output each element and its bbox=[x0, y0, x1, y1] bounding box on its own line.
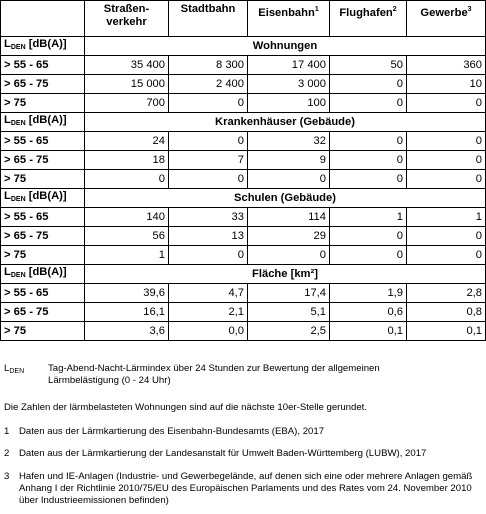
table-row bbox=[1, 284, 486, 303]
table-row bbox=[1, 208, 486, 227]
unit-label-sub: DEN bbox=[10, 120, 26, 127]
table-cell: 15 000 bbox=[85, 75, 169, 94]
table-row bbox=[1, 151, 486, 170]
section-title: Schulen (Gebäude) bbox=[85, 189, 486, 208]
table-cell: 1 bbox=[407, 208, 486, 227]
table-cell: 2 400 bbox=[169, 75, 248, 94]
table-cell: 0,0 bbox=[169, 322, 248, 341]
table-cell: 0 bbox=[407, 227, 486, 246]
unit-label-unit: [dB(A)] bbox=[25, 38, 67, 50]
column-header bbox=[248, 1, 330, 37]
footnote-marker: 1 bbox=[314, 6, 319, 13]
table-cell: 0,8 bbox=[407, 303, 486, 322]
row-label: > 55 - 65 bbox=[1, 284, 85, 303]
section-header-row bbox=[1, 113, 486, 132]
unit-label-unit: [dB(A)] bbox=[25, 190, 67, 202]
footnote-marker: 3 bbox=[467, 6, 472, 13]
footnote-number: 1 bbox=[4, 426, 10, 437]
footnote-text: Daten aus der Lärmkartierung der Landesanstalt für Umwelt Baden-Württemberg (LUBW), 2017 bbox=[19, 448, 427, 459]
table-cell: 0,6 bbox=[330, 303, 407, 322]
table-cell: 0 bbox=[85, 170, 169, 189]
unit-label-main: L bbox=[4, 38, 11, 50]
lden-key-sub: DEN bbox=[9, 368, 25, 375]
unit-label-main: L bbox=[4, 114, 11, 126]
unit-label-sub: DEN bbox=[10, 272, 26, 279]
table-row bbox=[1, 75, 486, 94]
table-cell: 24 bbox=[85, 132, 169, 151]
table-row bbox=[1, 132, 486, 151]
table-cell: 0 bbox=[407, 246, 486, 265]
table-cell: 9 bbox=[248, 151, 330, 170]
table-cell: 0 bbox=[169, 132, 248, 151]
table-cell: 33 bbox=[169, 208, 248, 227]
column-header bbox=[407, 1, 486, 37]
column-header-label: Gewerbe bbox=[420, 7, 468, 19]
table-cell: 7 bbox=[169, 151, 248, 170]
table-cell: 0 bbox=[330, 132, 407, 151]
column-header-label: Stadtbahn bbox=[180, 3, 236, 15]
table-row bbox=[1, 56, 486, 75]
section-header-row bbox=[1, 189, 486, 208]
row-label: > 65 - 75 bbox=[1, 75, 85, 94]
section-header-row bbox=[1, 265, 486, 284]
table-cell: 140 bbox=[85, 208, 169, 227]
table-cell: 0 bbox=[330, 75, 407, 94]
table-cell: 0 bbox=[407, 132, 486, 151]
table-cell: 4,7 bbox=[169, 284, 248, 303]
table-cell: 360 bbox=[407, 56, 486, 75]
table-cell: 700 bbox=[85, 94, 169, 113]
unit-label-main: L bbox=[4, 266, 11, 278]
table-cell: 0 bbox=[330, 94, 407, 113]
footnote-marker: 2 bbox=[392, 6, 397, 13]
table-row bbox=[1, 170, 486, 189]
table-cell: 2,8 bbox=[407, 284, 486, 303]
table-cell: 0,1 bbox=[407, 322, 486, 341]
table-cell: 100 bbox=[248, 94, 330, 113]
table-row bbox=[1, 227, 486, 246]
table-body bbox=[1, 1, 486, 341]
table-cell: 0 bbox=[169, 246, 248, 265]
row-label: > 75 bbox=[1, 94, 85, 113]
row-label: > 75 bbox=[1, 246, 85, 265]
table-row bbox=[1, 246, 486, 265]
table-cell: 0 bbox=[407, 151, 486, 170]
table-cell: 50 bbox=[330, 56, 407, 75]
table-cell: 39,6 bbox=[85, 284, 169, 303]
unit-label-unit: [dB(A)] bbox=[25, 266, 67, 278]
table-cell: 56 bbox=[85, 227, 169, 246]
table-cell: 0 bbox=[169, 94, 248, 113]
lden-text: Tag-Abend-Nacht-Lärmindex über 24 Stunden zur Bewertung der allgemeinen Lärmbelästigung (0 - 24 Uhr) bbox=[48, 363, 380, 386]
row-label: > 55 - 65 bbox=[1, 208, 85, 227]
row-label: > 65 - 75 bbox=[1, 303, 85, 322]
column-header-label: Eisenbahn bbox=[258, 7, 315, 19]
rounding-note: Die Zahlen der lärmbelasteten Wohnungen sind auf die nächste 10er-Stelle gerundet. bbox=[4, 402, 368, 413]
table-cell: 3 000 bbox=[248, 75, 330, 94]
table-cell: 18 bbox=[85, 151, 169, 170]
row-label: > 75 bbox=[1, 170, 85, 189]
header-row bbox=[1, 1, 486, 37]
row-label: > 65 - 75 bbox=[1, 151, 85, 170]
column-header-label: Flughafen bbox=[339, 7, 393, 19]
table-cell: 35 400 bbox=[85, 56, 169, 75]
unit-label bbox=[1, 189, 85, 208]
footnote-text: Daten aus der Lärmkartierung des Eisenbahn-Bundesamts (EBA), 2017 bbox=[19, 426, 325, 437]
table-cell: 17 400 bbox=[248, 56, 330, 75]
unit-label-unit: [dB(A)] bbox=[25, 114, 67, 126]
section-title: Wohnungen bbox=[85, 37, 486, 56]
table-cell: 1 bbox=[85, 246, 169, 265]
table-cell: 0 bbox=[330, 246, 407, 265]
table-cell: 0 bbox=[248, 170, 330, 189]
table-cell: 2,5 bbox=[248, 322, 330, 341]
table-cell: 8 300 bbox=[169, 56, 248, 75]
lden-key bbox=[4, 363, 24, 378]
row-label: > 55 - 65 bbox=[1, 56, 85, 75]
column-header bbox=[85, 1, 169, 37]
table-cell: 2,1 bbox=[169, 303, 248, 322]
table-cell: 0 bbox=[330, 227, 407, 246]
lden-key-main: L bbox=[4, 363, 10, 374]
unit-label-sub: DEN bbox=[10, 44, 26, 51]
section-title: Krankenhäuser (Gebäude) bbox=[85, 113, 486, 132]
row-label: > 55 - 65 bbox=[1, 132, 85, 151]
table-row bbox=[1, 303, 486, 322]
section-header-row bbox=[1, 37, 486, 56]
table-cell: 0 bbox=[248, 246, 330, 265]
table-row bbox=[1, 94, 486, 113]
unit-label-sub: DEN bbox=[10, 196, 26, 203]
unit-label bbox=[1, 113, 85, 132]
table-cell: 1 bbox=[330, 208, 407, 227]
table-cell: 0,1 bbox=[330, 322, 407, 341]
table-cell: 5,1 bbox=[248, 303, 330, 322]
footnote-number: 3 bbox=[4, 471, 10, 482]
column-header bbox=[169, 1, 248, 37]
footnote-number: 2 bbox=[4, 448, 10, 459]
table-cell: 0 bbox=[330, 170, 407, 189]
column-header-label: Straßen-verkehr bbox=[103, 3, 150, 28]
table-cell: 13 bbox=[169, 227, 248, 246]
table-cell: 3,6 bbox=[85, 322, 169, 341]
table-cell: 1,9 bbox=[330, 284, 407, 303]
section-title: Fläche [km²] bbox=[85, 265, 486, 284]
table-cell: 0 bbox=[407, 94, 486, 113]
table-cell: 16,1 bbox=[85, 303, 169, 322]
unit-label-main: L bbox=[4, 190, 11, 202]
row-label: > 65 - 75 bbox=[1, 227, 85, 246]
table-cell: 10 bbox=[407, 75, 486, 94]
table-cell: 0 bbox=[330, 151, 407, 170]
header-corner bbox=[1, 1, 85, 37]
table-cell: 29 bbox=[248, 227, 330, 246]
table-cell: 0 bbox=[407, 170, 486, 189]
table-cell: 114 bbox=[248, 208, 330, 227]
table-cell: 17,4 bbox=[248, 284, 330, 303]
column-header bbox=[330, 1, 407, 37]
unit-label bbox=[1, 37, 85, 56]
row-label: > 75 bbox=[1, 322, 85, 341]
unit-label bbox=[1, 265, 85, 284]
table-cell: 0 bbox=[169, 170, 248, 189]
table-row bbox=[1, 322, 486, 341]
footnote-text: Hafen und IE-Anlagen (Industrie- und Gewerbegelände, auf denen sich eine oder mehrere Anlagen gemäß Anhang I der Richtlinie 2010/75/EU des Europäischen Parlaments und des Rates vom 24. November 2010 über Industrieemissionen befinden) bbox=[19, 471, 473, 506]
table-cell: 32 bbox=[248, 132, 330, 151]
